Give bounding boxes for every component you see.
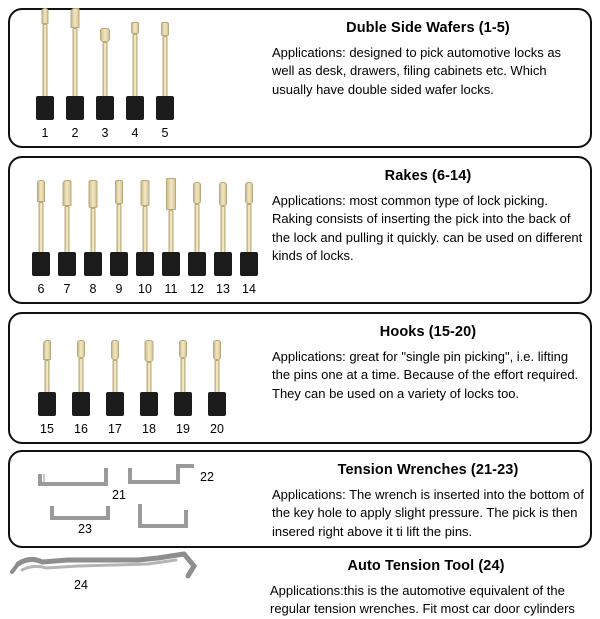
pick-number: 18 [142,422,156,436]
tool-number: 24 [74,578,88,592]
section-tension-wrenches [8,450,592,548]
double-side-wafers-text [268,10,590,99]
pick-number: 11 [164,282,178,296]
auto-tension-tool-shape [8,548,266,600]
pick-number: 14 [242,282,256,296]
section-title: Auto Tension Tool (24) [347,558,505,574]
pick-number: 10 [138,282,152,296]
pick-number: 1 [41,126,49,140]
section-body: Applications: The wrench is inserted into the bottom of the key hole to apply slight pressure. The pick is then insered right above it ti lift the pins. [272,487,584,539]
wrench-number: 22 [200,470,214,484]
pick-number: 12 [190,282,204,296]
hooks-illustration [10,314,268,442]
section-hooks [8,312,592,444]
section-rakes [8,156,592,304]
pick-number: 6 [37,282,45,296]
rakes-text [268,158,590,266]
pick-number: 7 [63,282,71,296]
wrench-number: 23 [78,522,92,536]
section-double-side-wafers [8,8,592,148]
pick-number: 2 [71,126,79,140]
double-side-wafers-illustration [10,10,268,146]
wrench-number: 21 [112,488,126,502]
pick-number: 8 [89,282,97,296]
pick-number: 15 [40,422,54,436]
pick-number: 19 [176,422,190,436]
section-body: Applications: great for "single pin picking", i.e. lifting the pins one at a time. Because of the effort required. They can be used on a variety of locks too. [272,349,579,401]
pick-number: 13 [216,282,230,296]
tension-wrenches-text [268,452,590,541]
pick-number: 4 [131,126,139,140]
section-title: Tension Wrenches (21-23) [337,462,519,478]
section-body: Applications: designed to pick automotive locks as well as desk, drawers, filing cabinets etc. Which usually have double sided wafer locks. [272,45,562,97]
pick-number: 17 [108,422,122,436]
section-title: Hooks (15-20) [379,324,477,340]
pick-number: 3 [101,126,109,140]
tension-wrenches-illustration [10,452,268,546]
section-title: Rakes (6-14) [384,168,472,184]
section-auto-tension-tool [8,548,592,617]
auto-tension-tool-text [266,548,588,619]
wrench-shapes [10,452,268,550]
pick-number: 9 [115,282,123,296]
section-title: Duble Side Wafers (1-5) [346,20,510,36]
section-body: Applications: most common type of lock picking. Raking consists of inserting the pick into the back of the lock and pulling it quickly. can be used on different kinds of locks. [272,193,583,264]
section-body: Applications:this is the automotive equivalent of the regular tension wrenches. Fit most car door cylinders [270,583,575,617]
auto-tension-tool-illustration [8,548,266,600]
pick-number: 5 [161,126,169,140]
rakes-illustration [10,158,268,302]
pick-number: 20 [210,422,224,436]
hooks-text [268,314,590,403]
pick-number: 16 [74,422,88,436]
